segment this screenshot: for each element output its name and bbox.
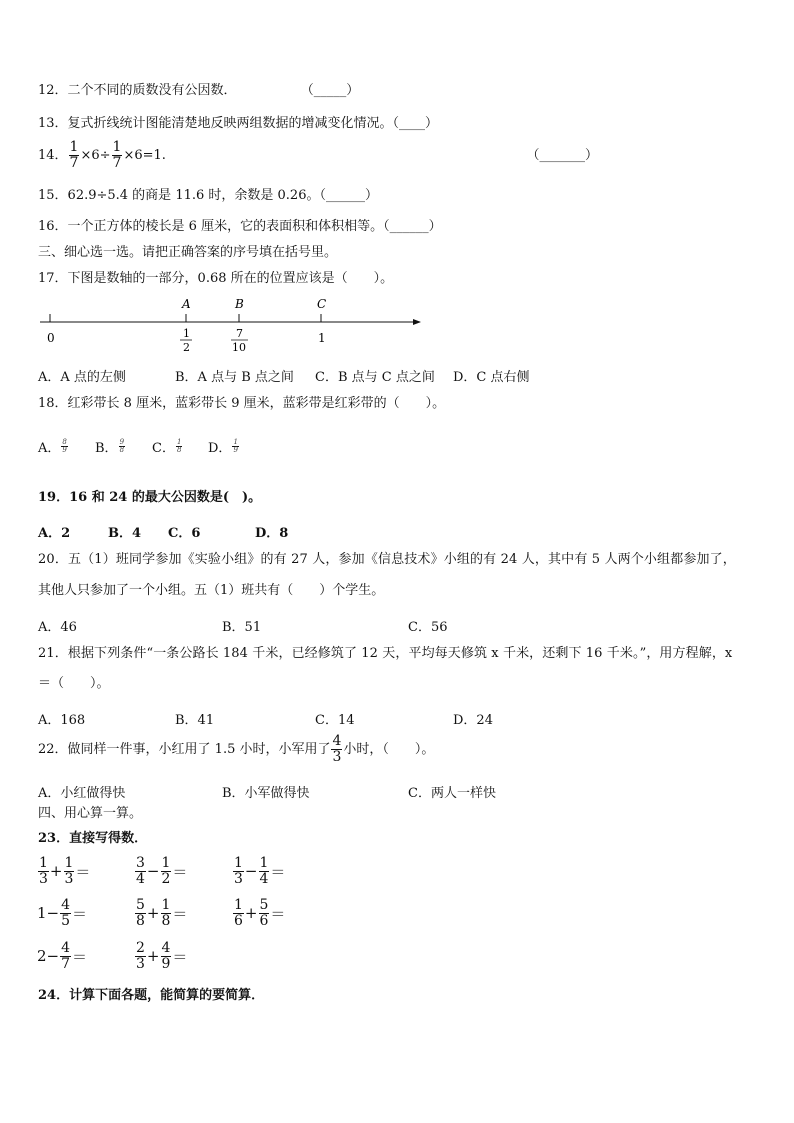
question-22-suffix: 小时，（ ）。	[343, 741, 435, 757]
point-label-b: B	[235, 297, 244, 311]
fraction: $\frac{1}{9}$	[233, 437, 238, 454]
option-18-a[interactable]	[38, 437, 69, 456]
option-22-c[interactable]: C．两人一样快	[408, 786, 496, 801]
section-4-text: 四、用心算一算。	[38, 806, 143, 821]
question-23	[38, 832, 147, 845]
question-17	[38, 272, 393, 285]
tick-label-b-denominator: 10	[232, 341, 246, 354]
equals-sign: ＝	[270, 904, 286, 923]
option-17-a[interactable]: A．A 点的左侧	[38, 370, 126, 385]
fraction: $\frac{1}{8}$	[176, 437, 182, 454]
section-4-heading	[38, 807, 142, 820]
whole-number: 1	[37, 904, 47, 923]
option-18-c[interactable]	[152, 437, 183, 456]
calc-item-8	[134, 941, 187, 971]
fraction: $\frac{8}{9}$	[62, 437, 67, 454]
option-label: A．	[38, 441, 61, 456]
option-19-a[interactable]: A．2	[38, 526, 71, 541]
option-19-d[interactable]: D．8	[255, 526, 289, 541]
point-label-c: C	[317, 297, 327, 311]
question-18-text: 18．红彩带长 8 厘米，蓝彩带长 9 厘米，蓝彩带是红彩带的（ ）。	[38, 396, 446, 411]
question-13-text: 13．复式折线统计图能清楚地反映两组数据的增减变化情况。（____）	[38, 116, 439, 131]
fraction: $\frac{4}{7}$	[61, 940, 71, 972]
question-16-text: 16．一个正方体的棱长是 6 厘米，它的表面积和体积相等。（______）	[38, 219, 442, 234]
operator: −	[46, 947, 60, 966]
fraction: $\frac{4}{5}$	[61, 897, 71, 929]
question-22-text: 22．做同样一件事，小红用了 1.5 小时，小军用了	[38, 741, 331, 757]
equals-sign: ＝	[172, 947, 188, 966]
fraction: $\frac{1}{2}$	[161, 855, 171, 887]
question-18	[38, 397, 445, 410]
calc-item-2	[134, 856, 187, 886]
fraction: $\frac{1}{4}$	[259, 855, 269, 887]
calc-item-1	[37, 856, 90, 886]
option-21-c[interactable]: C．14	[315, 713, 355, 728]
option-21-d[interactable]: D．24	[453, 713, 493, 728]
question-14-operator: ×6÷	[80, 147, 111, 163]
question-19	[38, 491, 261, 504]
tick-label-b-numerator: 7	[236, 327, 243, 340]
number-line	[30, 292, 430, 358]
calc-item-6	[232, 898, 285, 928]
fraction: $\frac{1}{3}$	[234, 855, 243, 887]
question-17-text: 17．下图是数轴的一部分，0.68 所在的位置应该是（ ）。	[38, 271, 394, 286]
question-19-text: 19．16 和 24 的最大公因数是( )。	[38, 490, 262, 505]
fraction: $\frac{1}{7}$	[112, 139, 122, 171]
operator: +	[49, 862, 63, 881]
operator: +	[244, 904, 258, 923]
calc-item-7	[37, 941, 87, 971]
fraction: $\frac{2}{3}$	[136, 940, 145, 972]
option-17-b[interactable]: B．A 点与 B 点之间	[175, 370, 294, 385]
tick-label-zero: 0	[47, 331, 55, 345]
equals-sign: ＝	[72, 947, 88, 966]
option-18-d[interactable]	[208, 437, 240, 456]
option-20-b[interactable]: B．51	[222, 620, 262, 635]
question-24-text: 24．计算下面各题，能简算的要简算．	[38, 988, 265, 1003]
operator: +	[146, 904, 160, 923]
option-label: B．	[95, 441, 118, 456]
option-21-b[interactable]: B．41	[175, 713, 215, 728]
question-20-line-1	[38, 553, 736, 566]
question-21-line-2	[38, 677, 110, 690]
option-20-a[interactable]: A．46	[38, 620, 77, 635]
fraction: $\frac{3}{4}$	[136, 855, 145, 887]
question-12	[38, 84, 359, 97]
question-16	[38, 220, 442, 233]
operator: −	[46, 904, 60, 923]
equals-sign: ＝	[75, 862, 91, 881]
answer-paren-14[interactable]: （_______）	[526, 147, 598, 163]
calc-item-4	[37, 898, 87, 928]
fraction: $\frac{1}{6}$	[234, 897, 243, 929]
option-label: D．	[208, 441, 232, 456]
answer-paren-12[interactable]: （_____）	[300, 83, 360, 98]
fraction: $\frac{5}{8}$	[136, 897, 145, 929]
question-15-text: 15．62.9÷5.4 的商是 11.6 时，余数是 0.26。（______）	[38, 188, 378, 203]
question-23-text: 23．直接写得数．	[38, 831, 148, 846]
fraction: $\frac{4}{9}$	[161, 940, 171, 972]
calc-item-3	[232, 856, 285, 886]
question-21-text-2: ＝（ ）。	[38, 676, 110, 691]
fraction: $\frac{1}{8}$	[161, 897, 171, 929]
question-24	[38, 989, 264, 1002]
operator: +	[146, 947, 160, 966]
equals-sign: ＝	[270, 862, 286, 881]
tick-label-c: 1	[318, 331, 326, 345]
question-12-text: 12．二个不同的质数没有公因数．	[38, 83, 237, 98]
equals-sign: ＝	[172, 862, 188, 881]
fraction: $\frac{9}{8}$	[119, 437, 125, 454]
question-22	[38, 734, 434, 764]
option-22-b[interactable]: B．小军做得快	[222, 786, 310, 801]
calc-item-5	[134, 898, 187, 928]
option-19-b[interactable]: B．4	[108, 526, 142, 541]
question-20-text-2: 其他人只参加了一个小组。五（1）班共有（ ）个学生。	[38, 583, 385, 598]
option-17-d[interactable]: D．C 点右侧	[453, 370, 530, 385]
option-18-b[interactable]	[95, 437, 126, 456]
option-17-c[interactable]: C．B 点与 C 点之间	[315, 370, 435, 385]
tick-label-a-denominator: 2	[183, 341, 190, 354]
section-3-heading	[38, 246, 337, 259]
fraction: $\frac{5}{6}$	[259, 897, 269, 929]
option-21-a[interactable]: A．168	[38, 713, 86, 728]
equals-sign: ＝	[72, 904, 88, 923]
question-20-text-1: 20．五（1）班同学参加《实验小组》的有 27 人，参加《信息技术》小组的有 24 人，其中有 5 人两个小组都参加了，	[38, 552, 736, 567]
equals-sign: ＝	[172, 904, 188, 923]
point-label-a: A	[182, 297, 191, 311]
question-21-text-1: 21．根据下列条件“一条公路长 184 千米，已经修筑了 12 天，平均每天修筑 x 千米，还剩下 16 千米。”，用方程解，x	[38, 646, 733, 661]
question-14-number: 14．	[38, 147, 68, 163]
fraction: $\frac{4}{3}$	[332, 733, 342, 765]
question-14-suffix: ×6=1.	[123, 147, 166, 163]
option-label: C．	[152, 441, 175, 456]
question-13	[38, 117, 438, 130]
section-3-text: 三、细心选一选。请把正确答案的序号填在括号里。	[38, 245, 338, 260]
operator: −	[244, 862, 258, 881]
question-14	[38, 140, 758, 170]
tick-label-a-numerator: 1	[183, 327, 190, 340]
whole-number: 2	[37, 947, 47, 966]
option-20-c[interactable]: C．56	[408, 620, 448, 635]
option-19-c[interactable]: C．6	[168, 526, 201, 541]
fraction: $\frac{1}{7}$	[69, 139, 79, 171]
question-15	[38, 189, 378, 202]
operator: −	[146, 862, 160, 881]
question-21-line-1	[38, 647, 732, 660]
fraction: $\frac{1}{3}$	[64, 855, 74, 887]
fraction: $\frac{1}{3}$	[39, 855, 48, 887]
option-22-a[interactable]: A．小红做得快	[38, 786, 126, 801]
question-20-line-2	[38, 584, 384, 597]
